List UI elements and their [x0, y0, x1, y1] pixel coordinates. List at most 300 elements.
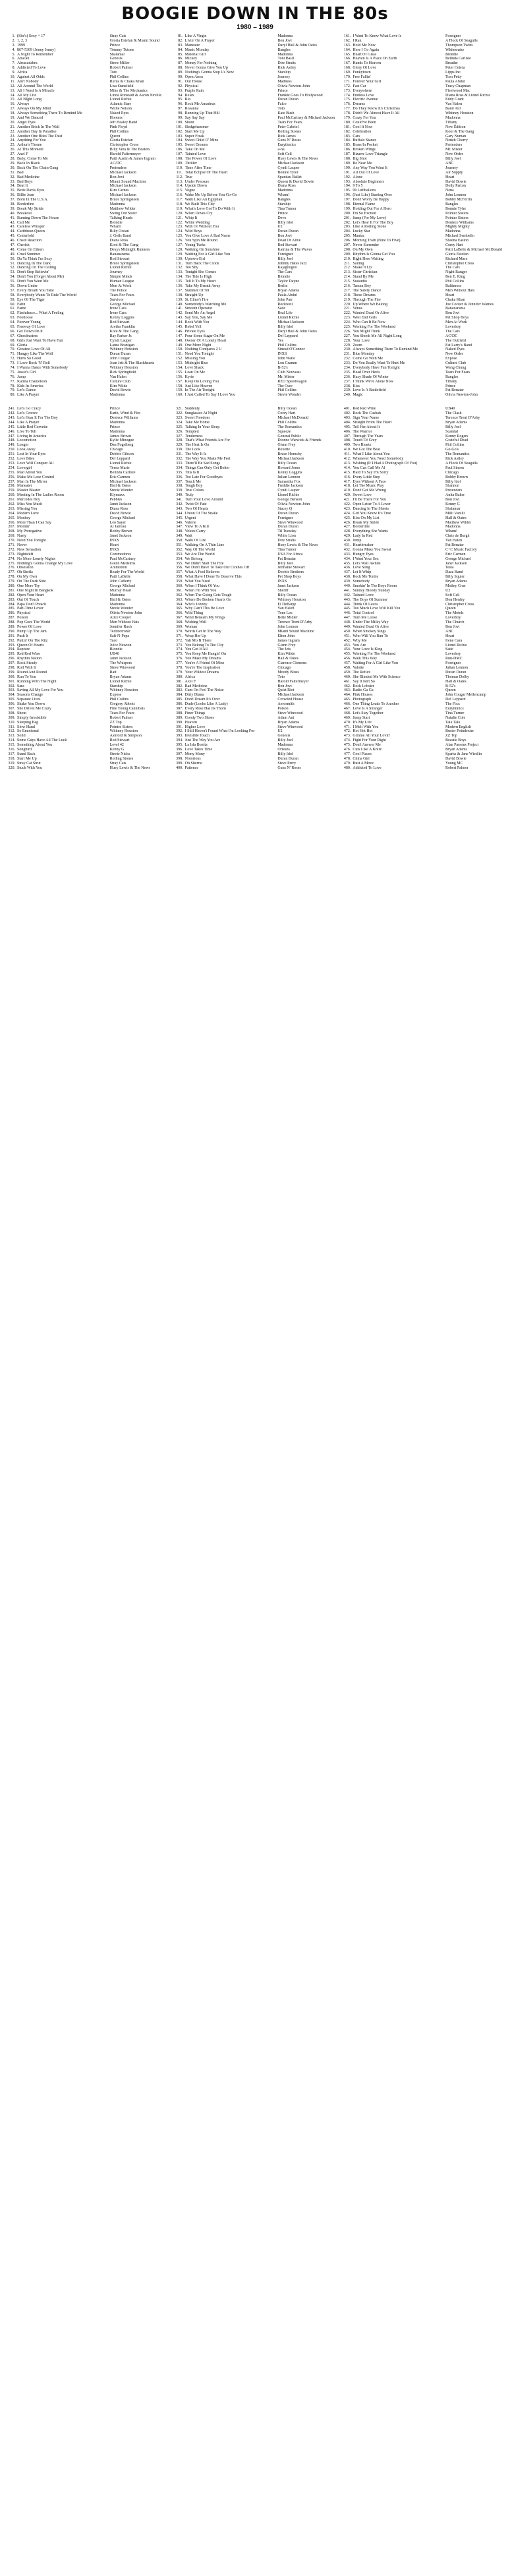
song-title: Through The Years — [353, 434, 383, 438]
song-title: You Are — [353, 643, 366, 647]
song-artist: Bonnie Tyler — [277, 170, 298, 175]
song-artist: Irene Cara — [109, 311, 127, 316]
list-item — [341, 380, 505, 384]
song-artist: Chicago — [109, 448, 123, 452]
list-item — [173, 657, 337, 661]
song-artist: Kenny Rogers — [445, 434, 468, 438]
song-artist: Pretenders — [445, 489, 463, 493]
song-number: 136. — [176, 284, 183, 288]
song-title: Jump — [353, 539, 362, 543]
song-number: 161. — [343, 34, 351, 38]
list-item — [5, 148, 169, 152]
list-item — [341, 625, 505, 630]
song-title: We Are The World — [184, 552, 215, 556]
list-item — [173, 94, 337, 98]
song-artist: The Church — [445, 620, 465, 625]
list-item — [5, 702, 169, 707]
list-item — [173, 334, 337, 339]
song-number: 411. — [344, 452, 351, 457]
song-title: You Can Call Me Al — [353, 465, 385, 470]
song-number: 324. — [176, 420, 183, 425]
song-title: Could've Been — [353, 120, 376, 125]
song-title: Union Of The Snake — [184, 511, 218, 516]
list-item — [5, 548, 169, 553]
list-item — [5, 125, 169, 130]
song-title: Make Me Lose Control — [17, 475, 55, 479]
song-title: We Built This City — [184, 202, 215, 206]
list-item — [341, 416, 505, 421]
song-artist: Queen — [445, 607, 456, 611]
song-artist: Bon Jovi — [277, 234, 292, 239]
list-item — [5, 388, 169, 393]
song-number: 107. — [176, 152, 183, 157]
song-artist: Alan Parsons Project — [445, 743, 479, 748]
list-item — [173, 498, 337, 502]
song-artist: Glenn Frey — [277, 443, 296, 448]
song-title: The Reflex — [353, 670, 371, 674]
song-artist: Rufus & Chaka Khan — [109, 79, 144, 84]
song-number: 158. — [176, 384, 183, 388]
song-artist: The Motels — [445, 611, 464, 616]
song-title: Roll With It — [17, 666, 36, 671]
list-item — [173, 702, 337, 707]
song-artist: Toni Basil — [277, 57, 295, 61]
song-title: Simply Irresistible — [17, 715, 47, 720]
list-item — [341, 598, 505, 603]
list-item — [173, 589, 337, 593]
song-title: Whip It — [184, 216, 198, 220]
list-item — [5, 729, 169, 734]
list-item — [341, 725, 505, 730]
song-artist: Gregory Abbott — [109, 702, 135, 707]
list-item — [5, 448, 169, 452]
list-item — [173, 434, 337, 439]
song-title: Love Shack — [184, 366, 204, 371]
list-item — [5, 162, 169, 166]
song-artist: Prince — [445, 384, 456, 388]
song-number: 122. — [176, 220, 183, 225]
song-number: 126. — [176, 239, 183, 243]
song-number: 240. — [343, 393, 351, 398]
song-number: 41. — [10, 216, 15, 220]
list-item — [173, 493, 337, 498]
song-number: 213. — [343, 270, 351, 275]
song-number: 19. — [10, 116, 15, 121]
song-title: Brass In Pocket — [353, 143, 378, 148]
list-item — [173, 325, 337, 330]
song-number: 454. — [343, 647, 351, 652]
song-title: Truly — [184, 493, 194, 498]
song-artist: Fleetwood Mac — [445, 88, 470, 93]
song-artist: Van Halen — [277, 607, 295, 611]
song-artist: Miami Sound Machine — [109, 179, 146, 184]
list-item — [173, 707, 337, 711]
song-title: Here I Go Again — [353, 47, 380, 52]
song-artist: Naked Eyes — [445, 347, 465, 352]
song-number: 55. — [10, 280, 15, 284]
song-title: I Just Called To Say I Love You — [184, 393, 236, 398]
song-artist: Whitney Houston — [109, 366, 138, 371]
song-artist: Kenny Loggins — [109, 316, 134, 320]
song-title: Wait — [184, 534, 192, 539]
list-item — [173, 457, 337, 462]
song-number: 257. — [8, 479, 15, 484]
list-item — [5, 438, 169, 443]
song-artist: Dolly Parton — [445, 184, 466, 189]
song-number: 255. — [8, 470, 15, 475]
song-number: 415. — [343, 470, 351, 475]
song-artist: Pink Floyd — [109, 125, 128, 129]
song-artist: Pointer Sisters — [445, 216, 468, 220]
list-item — [173, 548, 337, 553]
song-number: 165. — [343, 52, 351, 57]
list-item — [341, 171, 505, 175]
song-number: 274. — [8, 556, 15, 561]
list-item — [173, 48, 337, 53]
list-item — [173, 452, 337, 457]
song-artist: The Whispers — [109, 661, 132, 666]
list-item — [341, 480, 505, 485]
song-number: 439. — [343, 580, 351, 584]
song-number: 179. — [343, 116, 351, 121]
list-item — [5, 121, 169, 125]
song-artist: Bryan Adams — [445, 420, 467, 425]
song-title: Notorious — [184, 756, 201, 761]
list-item — [341, 448, 505, 452]
list-item — [5, 280, 169, 284]
song-artist: Phil Collins — [109, 129, 129, 134]
song-artist: Tears For Fears — [109, 711, 134, 715]
song-artist: Billy Vera & The Beaters — [109, 148, 150, 152]
list-item — [341, 647, 505, 652]
song-artist: White Lion — [277, 534, 296, 539]
list-item — [341, 539, 505, 543]
list-item — [341, 430, 505, 434]
list-item — [5, 361, 169, 366]
song-title: Flashdance... What A Feeling — [17, 311, 64, 316]
list-item — [341, 221, 505, 225]
song-title: Purple Rain — [184, 88, 204, 93]
song-artist: Huey Lewis & The News — [277, 543, 318, 547]
song-title: Eyes Without A Face — [353, 479, 386, 484]
song-artist: Janet Jackson — [109, 502, 132, 506]
song-number: 47. — [10, 243, 15, 247]
song-artist: David Bowie — [109, 511, 131, 516]
list-item — [173, 111, 337, 116]
song-title: Way Of The World — [184, 547, 215, 552]
song-number: 352. — [176, 547, 183, 552]
list-item — [5, 525, 169, 529]
song-title: You're The Inspiration — [184, 666, 221, 671]
song-title: Rock With You — [184, 320, 210, 325]
song-title: Like A Rolling Stone — [353, 225, 387, 229]
song-title: Nasty — [17, 534, 26, 539]
song-number: 44. — [10, 229, 15, 234]
song-number: 376. — [176, 657, 183, 661]
song-title: Keep On Loving You — [184, 379, 219, 384]
song-title: Dirty Diana — [184, 693, 204, 698]
song-title: Wishing (If I Had A Photograph Of You) — [353, 461, 418, 465]
song-artist: Belinda Carlisle — [109, 470, 136, 475]
list-item — [173, 421, 337, 425]
song-title: One More Try — [17, 584, 40, 588]
song-title: Woman — [184, 625, 198, 629]
song-artist: Frankie Goes To Hollywood — [277, 93, 323, 98]
song-number: 460. — [343, 674, 351, 679]
song-title: Obsession — [17, 566, 34, 570]
list-item — [341, 152, 505, 157]
song-artist: Bryan Adams — [445, 580, 467, 584]
song-artist: Guns N' Roses — [277, 765, 301, 770]
song-title: Miss You Much — [17, 502, 43, 506]
song-title: Always Something There To Remind Me — [17, 111, 82, 116]
song-title: Pop Goes The World — [17, 620, 51, 625]
song-artist: Patti LaBelle & Michael McDonald — [445, 247, 502, 252]
song-title: Stray Cat Strut — [17, 761, 41, 765]
list-item — [341, 611, 505, 616]
song-title: Wild Boys — [184, 229, 202, 234]
song-artist: Devo — [277, 216, 287, 220]
song-artist: Grateful Dead — [445, 438, 468, 443]
list-item — [5, 253, 169, 257]
list-item — [173, 438, 337, 443]
list-item — [173, 766, 337, 771]
song-number: 174. — [343, 93, 351, 98]
list-item — [5, 757, 169, 762]
song-artist: Heart — [445, 634, 455, 638]
song-number: 152. — [176, 357, 183, 361]
song-number: 40. — [10, 211, 15, 216]
song-artist: Pointer Sisters — [445, 211, 468, 216]
list-item — [341, 693, 505, 698]
song-artist: Billy Joel — [277, 561, 293, 566]
song-title: Livin' On A Prayer — [184, 38, 215, 43]
list-item — [5, 71, 169, 75]
list-item — [5, 171, 169, 175]
song-number: 101. — [176, 125, 183, 129]
song-number: 141. — [176, 307, 183, 311]
song-title: Why Can't This Be Love — [184, 607, 225, 611]
song-artist: Hall & Oates — [109, 597, 131, 602]
list-item — [173, 34, 337, 39]
song-number: 244. — [8, 420, 15, 425]
song-artist: The Cars — [445, 329, 460, 334]
song-title: Turn Me Loose — [353, 616, 378, 620]
song-number: 318. — [8, 756, 15, 761]
song-title: Lean On Me — [184, 370, 205, 374]
song-artist: Robert Palmer — [109, 66, 133, 71]
list-item — [173, 162, 337, 166]
list-item — [341, 289, 505, 293]
song-number: 310. — [8, 720, 15, 725]
song-artist: Soft Cell — [445, 593, 460, 597]
song-artist: Phil Collins — [277, 343, 297, 347]
song-artist: Bobby McFerrin — [445, 198, 472, 202]
song-title: Cum On Feel The Noize — [184, 688, 224, 693]
song-title: Morning Train (Nine To Five) — [353, 239, 401, 243]
song-artist: Yes — [277, 338, 284, 343]
song-artist: Tommy Tutone — [109, 47, 134, 52]
song-artist: Cyndi Lauper — [277, 489, 300, 493]
song-title: Invisible Touch — [184, 734, 210, 738]
song-number: 43. — [10, 225, 15, 229]
song-number: 459. — [343, 670, 351, 674]
list-item — [5, 111, 169, 116]
song-title: Money For Nothing — [184, 61, 217, 66]
song-artist: Duran Duran — [277, 511, 298, 516]
song-artist: B-52's — [445, 684, 456, 688]
song-title: Push It — [17, 634, 28, 638]
song-title: Gimme All Your Lovin' — [353, 734, 391, 738]
song-number: 9. — [12, 71, 15, 75]
list-item — [341, 216, 505, 221]
song-title: Sunglasses At Night — [184, 411, 217, 416]
list-item — [5, 639, 169, 644]
list-item — [341, 193, 505, 198]
song-number: 358. — [176, 575, 183, 580]
song-number: 359. — [176, 580, 183, 584]
song-artist: Steve Winwood — [277, 711, 303, 715]
song-artist: Bangles — [277, 47, 291, 52]
song-number: 202. — [343, 220, 351, 225]
song-artist: Whitesnake — [445, 47, 465, 52]
song-title: Sailing — [353, 261, 364, 266]
song-artist: Soft Cell — [277, 152, 292, 157]
song-artist: Lionel Richie — [277, 493, 300, 498]
song-number: 315. — [8, 743, 15, 748]
song-number: 31. — [10, 170, 15, 175]
song-title: Bette Davis Eyes — [17, 189, 45, 193]
list-item — [173, 130, 337, 135]
song-artist: Juice Newton — [109, 643, 132, 647]
song-artist: Foreigner — [277, 516, 293, 520]
song-title: You Shook Me All Night Long — [353, 334, 402, 338]
song-title: Run To You — [17, 674, 36, 679]
song-title: Sister Christian — [353, 270, 378, 275]
song-artist: Cyndi Lauper — [109, 338, 132, 343]
song-title: Fight For Your Right — [353, 738, 386, 743]
song-artist: Tracy Chapman — [445, 84, 471, 88]
song-number: 480. — [343, 765, 351, 770]
list-item — [5, 44, 169, 48]
song-artist: Klymaxx — [109, 493, 125, 498]
song-title: Nothing's Gonna Change My Love — [17, 561, 73, 566]
list-item — [341, 639, 505, 644]
song-artist: Pat Benatar — [445, 543, 464, 547]
song-number: 155. — [176, 370, 183, 374]
song-number: 449. — [343, 625, 351, 629]
song-title: These Dreams — [353, 293, 376, 297]
song-title: Man In The Mirror — [17, 479, 47, 484]
list-item — [173, 688, 337, 693]
song-number: 389. — [176, 715, 183, 720]
list-item — [173, 243, 337, 248]
song-number: 426. — [343, 520, 351, 525]
song-artist: Toto — [277, 674, 285, 679]
song-artist: Billy Joel — [277, 738, 293, 743]
list-item — [173, 166, 337, 171]
song-number: 356. — [176, 566, 183, 570]
list-item — [341, 138, 505, 143]
song-number: 154. — [176, 366, 183, 371]
song-number: 110. — [176, 165, 183, 170]
list-item — [5, 316, 169, 320]
song-title: Sweet Freedom — [184, 416, 210, 421]
song-number: 305. — [8, 698, 15, 702]
list-item — [173, 284, 337, 289]
song-title: Heart Of Glass — [353, 52, 377, 57]
list-item — [341, 721, 505, 725]
song-title: When The Going Gets Tough — [184, 593, 232, 597]
song-artist: Moody Blues — [277, 670, 299, 674]
song-title: Turn Your Love Around — [184, 498, 223, 502]
list-item — [5, 344, 169, 348]
song-artist: Van Halen — [445, 539, 463, 543]
list-item — [341, 411, 505, 416]
song-title: Shout — [184, 120, 194, 125]
song-title: Jessie's Girl — [17, 370, 36, 374]
list-item — [5, 116, 169, 121]
song-title: You're A Friend Of Mine — [184, 661, 225, 666]
list-item — [173, 738, 337, 743]
song-number: 475. — [343, 743, 351, 748]
song-number: 409. — [343, 443, 351, 448]
song-title: Absolute Beginners — [353, 179, 384, 184]
song-number: 297. — [8, 661, 15, 666]
song-title: Dude (Looks Like A Lady) — [184, 702, 228, 707]
song-number: 463. — [343, 688, 351, 693]
list-item — [173, 675, 337, 680]
song-number: 23. — [10, 134, 15, 138]
list-item — [5, 598, 169, 603]
song-artist: Poison — [277, 707, 289, 711]
song-number: 465. — [343, 698, 351, 702]
song-artist: Steve Winwood — [277, 725, 303, 729]
list-item — [341, 684, 505, 689]
song-artist: Kylie Minogue — [109, 438, 134, 443]
list-item — [173, 743, 337, 748]
song-artist: Ashford & Simpson — [109, 734, 142, 738]
song-title: On My Own — [353, 247, 373, 252]
song-number: 369. — [176, 625, 183, 629]
list-item — [341, 162, 505, 166]
list-item — [341, 53, 505, 57]
song-artist: Journey — [277, 75, 291, 80]
song-number: 380. — [176, 674, 183, 679]
song-number: 81. — [178, 34, 183, 38]
song-number: 139. — [176, 297, 183, 302]
song-title: Don't You Want Me — [17, 280, 49, 284]
song-artist: Thompson Twins — [445, 43, 473, 47]
song-number: 294. — [8, 647, 15, 652]
song-artist: Whitney Houston — [109, 347, 138, 352]
list-item — [173, 729, 337, 734]
song-artist: Tina Turner — [277, 547, 297, 552]
list-item — [341, 688, 505, 693]
song-number: 114. — [176, 184, 183, 189]
song-number: 403. — [343, 416, 351, 421]
list-item — [5, 270, 169, 275]
song-number: 412. — [343, 457, 351, 462]
song-number: 56. — [10, 284, 15, 288]
list-item — [173, 620, 337, 625]
list-item — [5, 393, 169, 398]
song-number: 239. — [343, 388, 351, 393]
song-number: 277. — [8, 570, 15, 575]
song-artist: Human League — [109, 280, 134, 284]
song-number: 456. — [343, 657, 351, 661]
song-artist: Phil Collins — [445, 280, 465, 284]
